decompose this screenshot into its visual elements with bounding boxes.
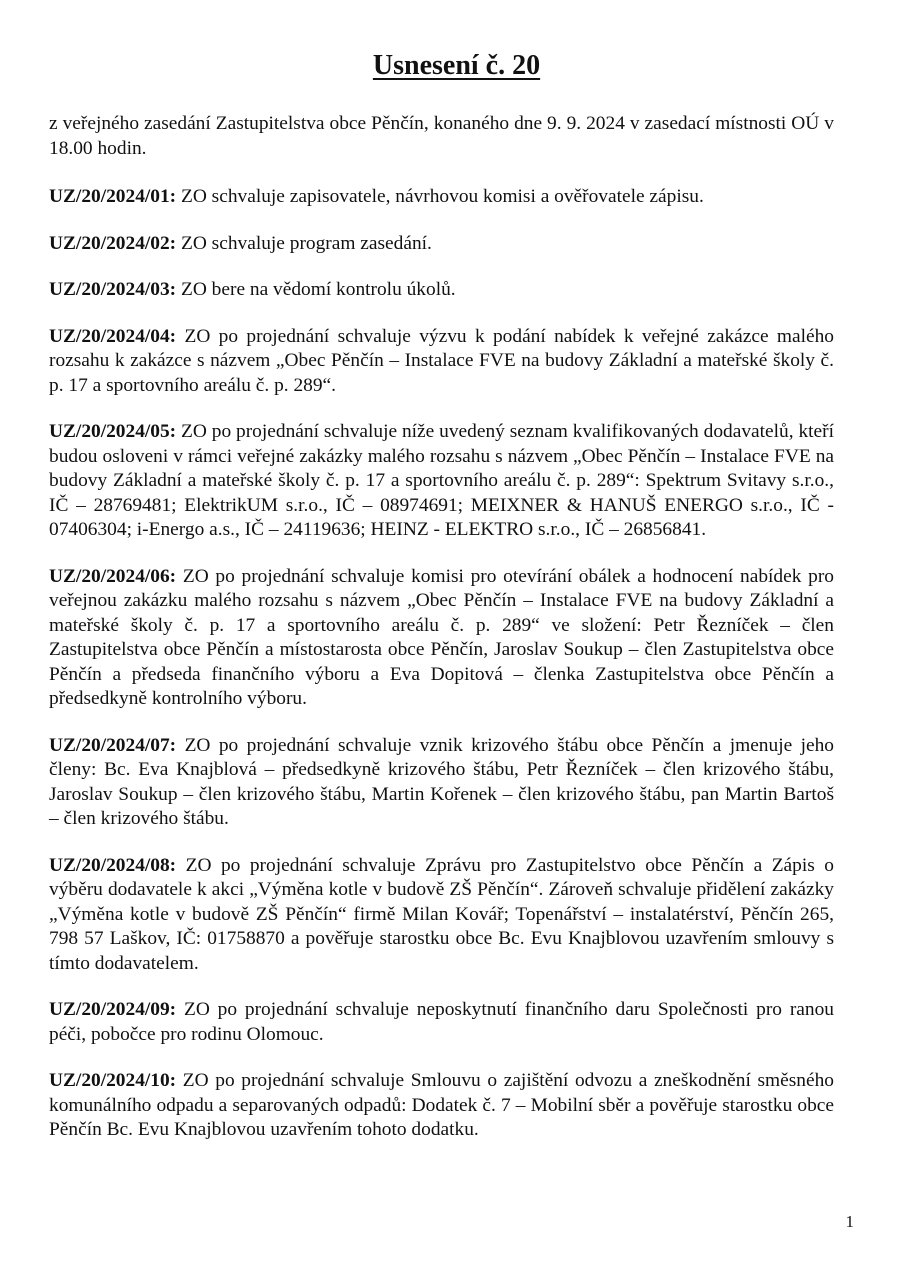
- resolution-item: [49, 998, 834, 1047]
- resolution-text: ZO schvaluje program zasedání.: [180, 232, 432, 254]
- resolution-item: [49, 734, 834, 832]
- resolution-item: [49, 565, 834, 712]
- resolution-item: [49, 420, 834, 543]
- resolution-item: [49, 185, 834, 210]
- resolution-code: UZ/20/2024/06:: [49, 565, 177, 587]
- resolution-code: UZ/20/2024/02:: [49, 232, 177, 254]
- document-title: Usnesení č. 20: [372, 50, 541, 81]
- resolution-text: ZO po projednání schvaluje Zprávu pro Zastupitelstvo obce Pěnčín a Zápis o výběru dodavatele k akci „Výměna kotle v budově ZŠ Pěnčín“. Zároveň schvaluje přidělení zakázky „Výměna kotle v budově ZŠ Pěnčín“ firmě Milan Kovář; Topenářství – instalatérství, Pěnčín 265, 798 57 Laškov, IČ: 01758870 a pověřuje starostku obce Bc. Evu Knajblovou uzavřením smlouvy s tímto dodavatelem.: [49, 854, 834, 974]
- resolution-code: UZ/20/2024/03:: [49, 279, 177, 300]
- resolution-text: ZO po projednání schvaluje níže uvedený seznam kvalifikovaných dodavatelů, kteří budou osloveni v rámci veřejné zakázky malého rozsahu s názvem „Obec Pěnčín – Instalace FVE na budovy Základní a mateřské školy č. p. 17 a sportovního areálu č. p. 289“: Spektrum Svitavy s.r.o., IČ – 28769481; ElektrikUM s.r.o., IČ – 08974691; MEIXNER & HANUŠ ENERGO s.r.o., IČ - 07406304; i-Energo a.s., IČ – 24119636; HEINZ - ELEKTRO s.r.o., IČ – 26856841.: [49, 421, 834, 540]
- resolution-item: [49, 325, 834, 399]
- resolution-text: ZO po projednání schvaluje vznik krizového štábu obce Pěnčín a jmenuje jeho členy: Bc. Eva Knajblová – předsedkyně krizového štábu, Petr Řezníček – člen krizového štábu, Jaroslav Soukup – člen krizového štábu, Martin Kořenek – člen krizového štábu, pan Martin Bartoš – člen krizového štábu.: [49, 734, 834, 829]
- resolution-text: ZO schvaluje zapisovatele, návrhovou komisi a ověřovatele zápisu.: [180, 186, 704, 207]
- resolution-text: ZO bere na vědomí kontrolu úkolů.: [180, 279, 456, 300]
- resolution-code: UZ/20/2024/07:: [49, 734, 177, 756]
- resolution-text: ZO po projednání schvaluje výzvu k podání nabídek k veřejné zakázce malého rozsahu k zakázce s názvem „Obec Pěnčín – Instalace FVE na budovy Základní a mateřské školy č. p. 17 a sportovního areálu č. p. 289“.: [49, 325, 834, 396]
- resolution-item: [49, 278, 834, 303]
- page-number: 1: [845, 1212, 854, 1231]
- resolution-code: UZ/20/2024/08:: [49, 854, 177, 876]
- intro-paragraph: z veřejného zasedání Zastupitelstva obce Pěnčín, konaného dne 9. 9. 2024 v zasedací místnosti OÚ v 18.00 hodin.: [49, 113, 834, 159]
- resolution-code: UZ/20/2024/09:: [49, 999, 177, 1020]
- resolution-code: UZ/20/2024/10:: [49, 1070, 177, 1091]
- resolution-item: [49, 854, 834, 977]
- resolution-code: UZ/20/2024/01:: [49, 186, 177, 207]
- resolution-text: ZO po projednání schvaluje neposkytnutí finančního daru Společnosti pro ranou péči, pobočce pro rodinu Olomouc.: [49, 999, 834, 1045]
- resolution-code: UZ/20/2024/05:: [49, 421, 177, 442]
- resolution-text: ZO po projednání schvaluje Smlouvu o zajištění odvozu a zneškodnění směsného komunálního odpadu a separovaných odpadů: Dodatek č. 7 – Mobilní sběr a pověřuje starostku obce Pěnčín Bc. Evu Knajblovou uzavřením tohoto dodatku.: [49, 1070, 834, 1140]
- resolution-text: ZO po projednání schvaluje komisi pro otevírání obálek a hodnocení nabídek pro veřejnou zakázku malého rozsahu s názvem „Obec Pěnčín – Instalace FVE na budovy Základní a mateřské školy č. p. 17 a sportovního areálu č. p. 289“ ve složení: Petr Řezníček – člen Zastupitelstva obce Pěnčín a místostarosta obce Pěnčín, Jaroslav Soukup – člen Zastupitelstva obce Pěnčín a předseda finančního výboru a Eva Dopitová – členka Zastupitelstva obce Pěnčín a předsedkyně kontrolního výboru.: [49, 565, 834, 709]
- resolution-item: [49, 232, 834, 257]
- resolution-item: [49, 1069, 834, 1143]
- resolution-code: UZ/20/2024/04:: [49, 325, 177, 347]
